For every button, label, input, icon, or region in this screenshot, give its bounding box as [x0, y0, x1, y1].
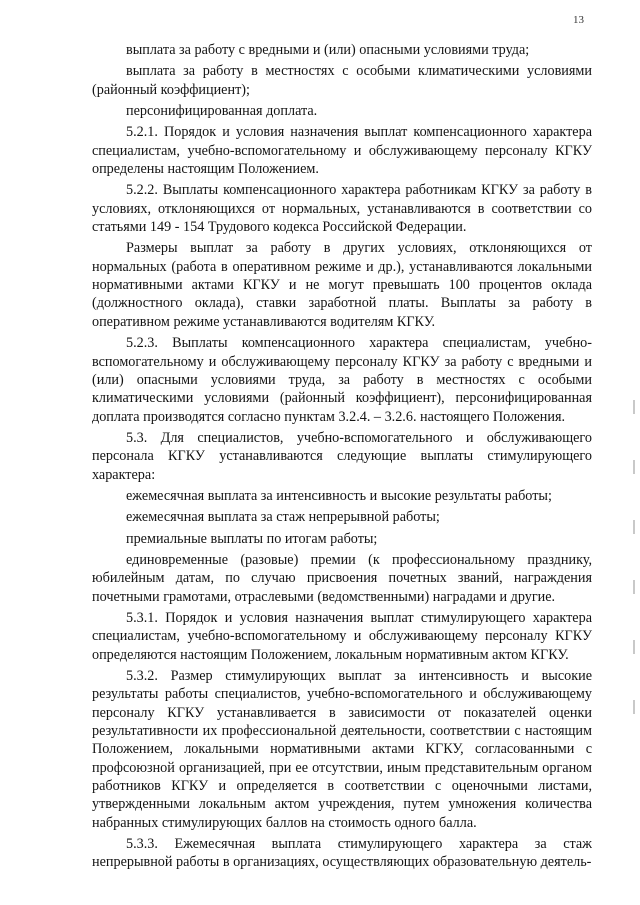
- paragraph-5-2-3: 5.2.3. Выплаты компенсационного характера специалистам, учебно-вспомогательному и обслуживающему персоналу КГКУ за работу с вредными и (или) опасными условиями труда, за работу в местностях с особыми климатическими условиями (районный коэффициент), персонифицированная доплата производятся согласно пунктам 3.2.4. – 3.2.6. настоящего Положения.: [92, 335, 592, 425]
- list-item: премиальные выплаты по итогам работы;: [126, 530, 378, 547]
- paragraph-5-2-1: 5.2.1. Порядок и условия назначения выплат компенсационного характера специалистам, учебно-вспомогательному и обслуживающему персоналу КГКУ определены настоящим Положением.: [92, 124, 592, 178]
- paragraph-5-3-2: 5.3.2. Размер стимулирующих выплат за интенсивность и высокие результаты работы специалистов, учебно-вспомогательного и обслуживающему персоналу КГКУ устанавливается в зависимости от показателей оценки результативности их профессиональной деятельности, соответствии с настоящим Положением, локальными нормативными актами КГКУ, согласованными с профсоюзной организацией, при ее отсутствии, иным представительным органом работников КГКУ и определяется в соответствии с оценочными листами, утвержденными локальным актом учреждения, путем умножения количества набранных стимулирующих баллов на стоимость одного балла.: [92, 668, 592, 831]
- paragraph-5-2-2: 5.2.2. Выплаты компенсационного характера работникам КГКУ за работу в условиях, отклоняющихся от нормальных, устанавливаются в соответствии со статьями 149 - 154 Трудового кодекса Российской Федерации.: [92, 182, 592, 236]
- scan-mark: [633, 400, 635, 414]
- scan-mark: [633, 640, 635, 654]
- list-item: ежемесячная выплата за интенсивность и высокие результаты работы;: [126, 487, 552, 504]
- document-body: [92, 41, 592, 875]
- scan-mark: [633, 520, 635, 534]
- scan-mark: [633, 580, 635, 594]
- scan-edge-marks: [630, 400, 636, 800]
- paragraph-5-3-1: 5.3.1. Порядок и условия назначения выплат стимулирующего характера специалистам, учебно-вспомогательному и обслуживающему персоналу КГКУ определяются настоящим Положением, локальным нормативным актом КГКУ.: [92, 609, 592, 663]
- paragraph: Размеры выплат за работу в других условиях, отклоняющихся от нормальных (работа в оперативном режиме и др.), устанавливаются локальными нормативными актами КГКУ и не могут превышать 100 процентов оклада (должностного оклада), ставки заработной платы. Выплаты за работу в оперативном режиме устанавливаются водителям КГКУ.: [92, 240, 592, 330]
- list-item: персонифицированная доплата.: [126, 103, 318, 120]
- scan-mark: [633, 460, 635, 474]
- page-number: 13: [573, 14, 584, 26]
- list-item: ежемесячная выплата за стаж непрерывной работы;: [126, 509, 440, 526]
- list-item: единовременные (разовые) премии (к профессиональному празднику, юбилейным датам, по случаю присвоения почетных званий, награждения почетными грамотами, отраслевыми (ведомственными) наградами и другие.: [92, 551, 592, 605]
- paragraph-5-3-3: 5.3.3. Ежемесячная выплата стимулирующего характера за стаж непрерывной работы в организациях, осуществляющих образовательную деятель-: [92, 836, 592, 871]
- paragraph-5-3: 5.3. Для специалистов, учебно-вспомогательного и обслуживающего персонала КГКУ устанавливаются следующие выплаты стимулирующего характера:: [92, 429, 592, 483]
- list-item: выплата за работу в местностях с особыми климатическими условиями (районный коэффициент);: [92, 63, 592, 98]
- list-item: выплата за работу с вредными и (или) опасными условиями труда;: [126, 42, 530, 58]
- scan-mark: [633, 700, 635, 714]
